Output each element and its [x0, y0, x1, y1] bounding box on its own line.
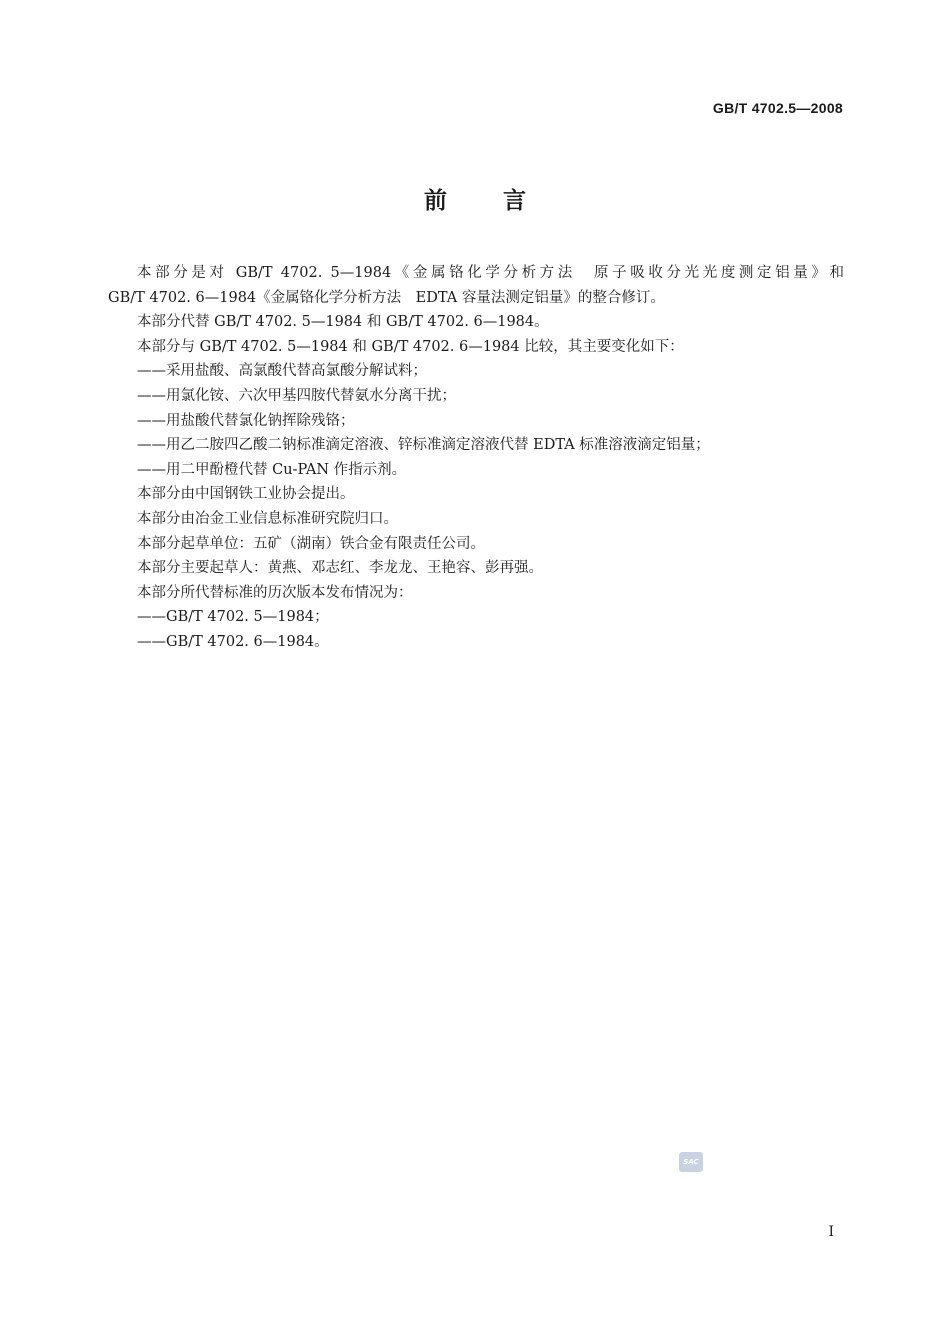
change-item: ——用乙二胺四乙酸二钠标准滴定溶液、锌标准滴定溶液代替 EDTA 标准溶液滴定铝量； — [137, 437, 710, 454]
paragraph-changes-intro: 本部分与 GB/T 4702. 5—1984 和 GB/T 4702. 6—1984 比较，其主要变化如下： — [137, 338, 684, 355]
paragraph-replaces: 本部分代替 GB/T 4702. 5—1984 和 GB/T 4702. 6—1984。 — [137, 314, 549, 331]
paragraph-proposer: 本部分由中国钢铁工业协会提出。 — [137, 486, 355, 503]
change-item: ——用二甲酚橙代替 Cu-PAN 作指示剂。 — [137, 461, 407, 478]
paragraph-scope-line2: GB/T 4702. 6—1984《金属铬化学分析方法 EDTA 容量法测定铝量》的整合修订。 — [108, 289, 665, 306]
change-item: ——用盐酸代替氯化钠挥除残铬； — [137, 412, 355, 429]
history-item: ——GB/T 4702. 5—1984； — [137, 609, 329, 626]
sac-watermark-logo: SAC — [679, 1152, 703, 1172]
standard-code: GB/T 4702.5—2008 — [712, 100, 843, 116]
page-number: I — [828, 1224, 834, 1240]
paragraph-drafters: 本部分主要起草人：黄燕、邓志红、李龙龙、王艳容、彭再强。 — [137, 560, 543, 577]
change-item: ——采用盐酸、高氯酸代替高氯酸分解试料； — [137, 363, 427, 380]
paragraph-scope-line1: 本部分是对 GB/T 4702. 5—1984《金属铬化学分析方法 原子吸收分光光度测定铝量》和 — [137, 265, 844, 281]
paragraph-centralized: 本部分由冶金工业信息标准研究院归口。 — [137, 510, 398, 527]
paragraph-drafting-unit: 本部分起草单位：五矿（湖南）铁合金有限责任公司。 — [137, 535, 485, 552]
foreword-body — [108, 261, 844, 655]
change-item: ——用氯化铵、六次甲基四胺代替氨水分离干扰； — [137, 387, 456, 404]
paragraph-history-intro: 本部分所代替标准的历次版本发布情况为： — [137, 584, 413, 601]
page-title: 前言 — [424, 188, 582, 214]
history-item: ——GB/T 4702. 6—1984。 — [137, 633, 329, 650]
